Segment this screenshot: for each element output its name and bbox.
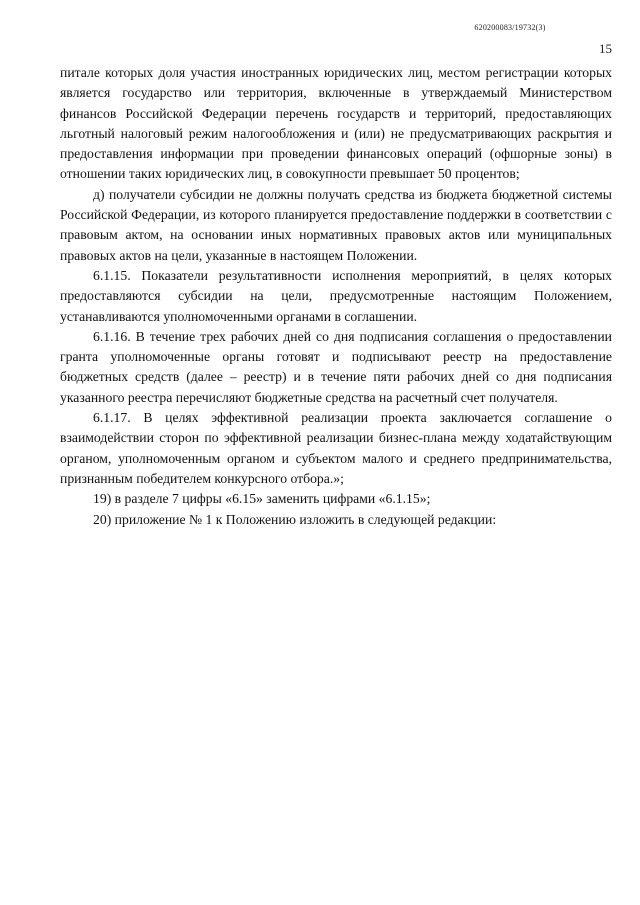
paragraph-6-1-16: 6.1.16. В течение трех рабочих дней со дня подписания соглашения о предоставлении гранта уполномоченные органы готовят и подписывают реестр на предоставление бюджетных средств (далее – реестр) и в течение пяти рабочих дней со дня подписания указанного реестра перечисляют бюджетные средства на расчетный счет получателя. [60, 328, 612, 405]
document-body [60, 63, 612, 530]
paragraph-6-1-17: 6.1.17. В целях эффективной реализации проекта заключается соглашение о взаимодействии сторон по эффективной реализации бизнес-плана между ходатайствующим органом, уполномоченным органом и субъектом малого и среднего предпринимательства, признанным победителем конкурсного отбора.»; [60, 410, 612, 486]
paragraph-6-1-15: 6.1.15. Показатели результативности исполнения мероприятий, в целях которых предоставляются субсидии на цели, предусмотренные настоящим Положением, устанавливаются уполномоченными органами в соглашении. [60, 267, 612, 324]
document-code: 620200083/19732(3) [474, 23, 546, 32]
page-number: 15 [599, 41, 612, 56]
paragraph-continuation: питале которых доля участия иностранных юридических лиц, местом регистрации которых является государство или территория, включенные в утверждаемый Министерством финансов Российской Федерации перечень государств и территорий, предоставляющих льготный налоговый режим налогообложения и (или) не предусматривающих раскрытия и предоставления информации при проведении финансовых операций (офшорные зоны) в отношении таких юридических лиц, в совокупности превышает 50 процентов; [60, 65, 612, 182]
paragraph-item-19: 19) в разделе 7 цифры «6.15» заменить цифрами «6.1.15»; [93, 491, 431, 507]
paragraph-item-20: 20) приложение № 1 к Положению изложить в следующей редакции: [93, 511, 497, 527]
paragraph-item-d: д) получатели субсидии не должны получать средства из бюджета бюджетной системы Российской Федерации, из которого планируется предоставление поддержки в соответствии с правовым актом, на основании иных нормативных правовых актов или муниципальных правовых актов на цели, указанные в настоящем Положении. [60, 186, 612, 263]
